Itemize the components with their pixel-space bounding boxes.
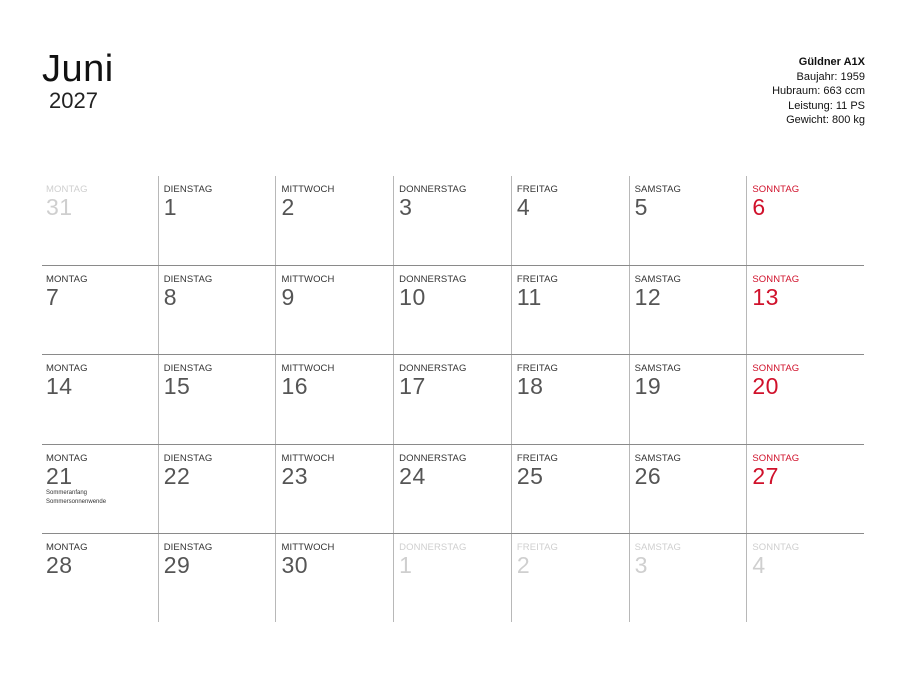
weekday-label: SAMSTAG <box>634 184 682 195</box>
day-number: 29 <box>163 551 191 578</box>
day-cell <box>42 355 158 443</box>
day-number: 23 <box>281 462 309 489</box>
day-note: Sommersonnenwende <box>46 499 107 506</box>
day-cell <box>158 266 276 354</box>
day-cell <box>746 534 864 622</box>
day-number: 20 <box>752 373 779 400</box>
day-cell <box>746 445 864 533</box>
day-number: 12 <box>634 284 662 311</box>
day-cell <box>275 534 393 622</box>
weekday-label: MONTAG <box>46 363 88 375</box>
weekday-label: MITTWOCH <box>281 541 335 553</box>
weekday-label: DONNERSTAG <box>399 452 467 464</box>
day-cell <box>42 445 158 533</box>
day-cell <box>275 176 393 265</box>
weekday-label: DIENSTAG <box>163 274 213 286</box>
day-note: Sommeranfang <box>46 489 88 496</box>
weekday-label: DIENSTAG <box>163 452 213 464</box>
weekday-label: MONTAG <box>46 541 88 553</box>
day-number: 17 <box>399 373 426 400</box>
day-number: 11 <box>516 284 542 311</box>
day-number: 4 <box>752 551 766 578</box>
day-cell <box>629 266 747 354</box>
day-number: 1 <box>399 551 413 578</box>
day-cell <box>746 266 864 354</box>
info-line: Leistung: 11 PS <box>788 99 865 112</box>
day-cell <box>393 266 511 354</box>
day-number: 26 <box>634 462 662 489</box>
day-cell <box>511 266 629 354</box>
week-row <box>42 354 864 443</box>
day-number: 2 <box>516 551 531 578</box>
calendar-grid <box>42 176 864 622</box>
day-cell <box>275 266 393 354</box>
day-number: 7 <box>46 284 60 311</box>
week-row <box>42 444 864 533</box>
week-row <box>42 265 864 354</box>
day-cell <box>42 176 158 265</box>
day-number: 13 <box>752 284 779 311</box>
day-cell <box>511 445 629 533</box>
day-number: 25 <box>516 462 544 489</box>
weekday-label: DIENSTAG <box>163 363 213 375</box>
weekday-label: FREITAG <box>516 541 559 553</box>
day-number: 21 <box>46 462 73 489</box>
day-cell <box>393 445 511 533</box>
vehicle-title: Güldner A1X <box>798 56 865 68</box>
day-cell <box>511 534 629 622</box>
day-number: 18 <box>516 373 544 400</box>
month-title: Juni <box>42 48 114 90</box>
day-number: 3 <box>634 551 648 578</box>
day-cell <box>42 534 158 622</box>
day-cell <box>629 176 747 265</box>
week-row <box>42 533 864 622</box>
day-number: 2 <box>281 194 295 220</box>
day-number: 1 <box>163 194 178 220</box>
day-cell <box>158 534 276 622</box>
day-cell <box>158 176 276 265</box>
day-cell <box>393 534 511 622</box>
weekday-label: DONNERSTAG <box>399 274 467 286</box>
weekday-label: MONTAG <box>46 452 88 464</box>
day-cell <box>629 355 747 443</box>
weekday-label: FREITAG <box>516 452 559 464</box>
weekday-label: SAMSTAG <box>634 452 682 464</box>
day-number: 19 <box>634 373 662 400</box>
day-number: 4 <box>516 194 531 220</box>
day-number: 15 <box>163 373 191 400</box>
info-line: Baujahr: 1959 <box>796 70 865 83</box>
day-cell <box>42 266 158 354</box>
day-number: 3 <box>399 194 413 220</box>
day-number: 8 <box>163 284 178 311</box>
weekday-label: SONNTAG <box>752 541 800 553</box>
day-number: 5 <box>634 194 648 220</box>
day-number: 16 <box>281 373 309 400</box>
weekday-label: DIENSTAG <box>163 184 213 195</box>
day-cell <box>746 355 864 443</box>
day-cell <box>393 355 511 443</box>
weekday-label: FREITAG <box>516 274 559 286</box>
day-number: 22 <box>163 462 191 489</box>
info-line: Gewicht: 800 kg <box>786 114 865 126</box>
weekday-label: FREITAG <box>516 184 559 195</box>
weekday-label: MITTWOCH <box>281 363 335 375</box>
day-number: 10 <box>399 284 426 311</box>
day-cell <box>629 445 747 533</box>
day-cell <box>746 176 864 265</box>
day-cell <box>511 355 629 443</box>
weekday-label: DIENSTAG <box>163 541 213 553</box>
weekday-label: SAMSTAG <box>634 541 682 553</box>
weekday-label: MITTWOCH <box>281 452 335 464</box>
day-number: 30 <box>281 551 309 578</box>
weekday-label: FREITAG <box>516 363 559 375</box>
day-cell <box>275 355 393 443</box>
day-number: 28 <box>46 551 73 578</box>
weekday-label: SAMSTAG <box>634 363 682 375</box>
weekday-label: SONNTAG <box>752 274 800 286</box>
day-number: 14 <box>46 373 73 400</box>
day-cell <box>275 445 393 533</box>
weekday-label: MONTAG <box>46 274 88 286</box>
day-cell <box>158 445 276 533</box>
day-number: 6 <box>752 194 766 220</box>
info-line: Hubraum: 663 ccm <box>772 85 865 97</box>
day-cell <box>393 176 511 265</box>
vehicle-info <box>772 55 865 128</box>
weekday-label: SONNTAG <box>752 452 800 464</box>
weekday-label: DONNERSTAG <box>399 541 467 553</box>
day-cell <box>511 176 629 265</box>
weekday-label: DONNERSTAG <box>399 363 467 375</box>
day-number: 24 <box>399 462 426 489</box>
weekday-label: SONNTAG <box>752 184 800 195</box>
day-cell <box>629 534 747 622</box>
year-title: 2027 <box>49 88 98 113</box>
day-number: 31 <box>46 194 73 220</box>
day-cell <box>158 355 276 443</box>
weekday-label: MITTWOCH <box>281 184 335 195</box>
weekday-label: MITTWOCH <box>281 274 335 286</box>
weekday-label: SAMSTAG <box>634 274 682 286</box>
week-row <box>42 176 864 265</box>
day-number: 27 <box>752 462 779 489</box>
weekday-label: MONTAG <box>46 184 88 195</box>
weekday-label: DONNERSTAG <box>399 184 467 195</box>
weekday-label: SONNTAG <box>752 363 800 375</box>
day-number: 9 <box>281 284 295 311</box>
